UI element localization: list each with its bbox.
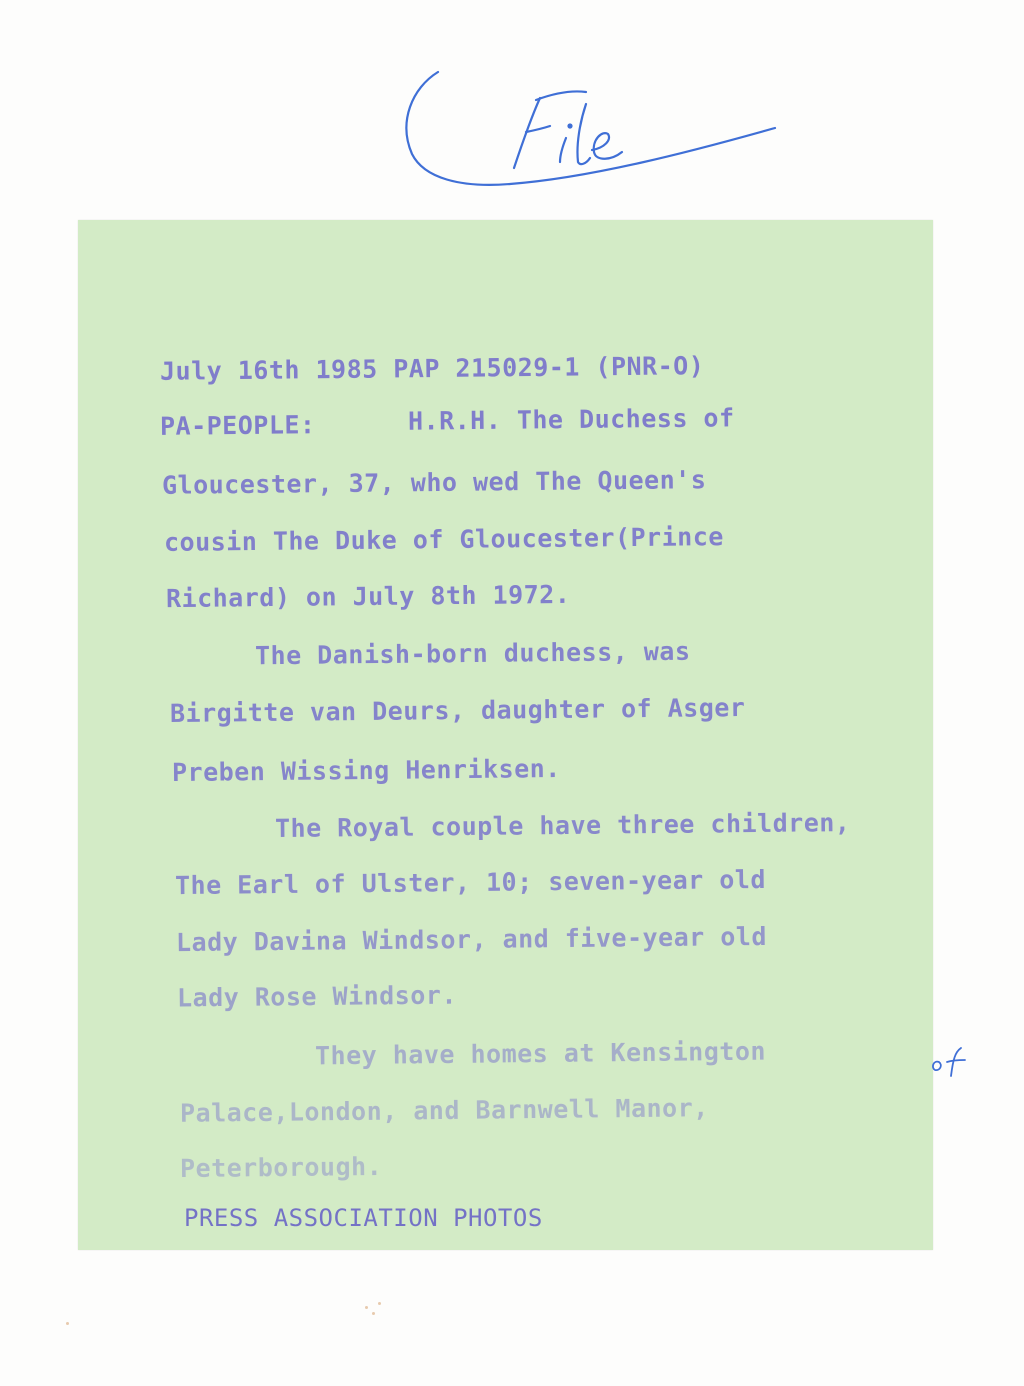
caption-line: The Danish-born duchess, was: [254, 636, 691, 671]
handwritten-file-note: [390, 60, 790, 200]
caption-line: Lady Davina Windsor, and five-year old: [175, 921, 768, 958]
caption-line: Gloucester, 37, who wed The Queen's: [161, 465, 707, 500]
caption-line: The Royal couple have three children,: [274, 807, 851, 844]
paper-speck: [372, 1312, 375, 1315]
caption-line: Birgitte van Deurs, daughter of Asger: [169, 692, 746, 729]
caption-line: cousin The Duke of Gloucester(Prince: [163, 522, 724, 557]
paper-speck: [378, 1302, 381, 1305]
caption-line: Peterborough.: [179, 1151, 383, 1184]
handwritten-margin-note: [925, 1040, 975, 1080]
caption-line: The Earl of Ulster, 10; seven-year old: [174, 864, 767, 901]
paper-speck: [66, 1322, 69, 1325]
caption-line: Palace,London, and Barnwell Manor,: [179, 1093, 709, 1128]
caption-line-subject-start: H.R.H. The Duchess of: [407, 403, 735, 436]
caption-line-category-label: PA-PEOPLE:: [159, 410, 316, 441]
caption-line-date-reference: July 16th 1985 PAP 215029-1 (PNR-O): [159, 351, 705, 386]
caption-line: They have homes at Kensington: [314, 1036, 767, 1071]
caption-line: Richard) on July 8th 1972.: [165, 579, 571, 614]
caption-line: Lady Rose Windsor.: [176, 980, 458, 1013]
paper-speck: [365, 1306, 368, 1309]
caption-line: Preben Wissing Henriksen.: [171, 753, 561, 788]
press-association-credit: PRESS ASSOCIATION PHOTOS: [184, 1204, 543, 1232]
